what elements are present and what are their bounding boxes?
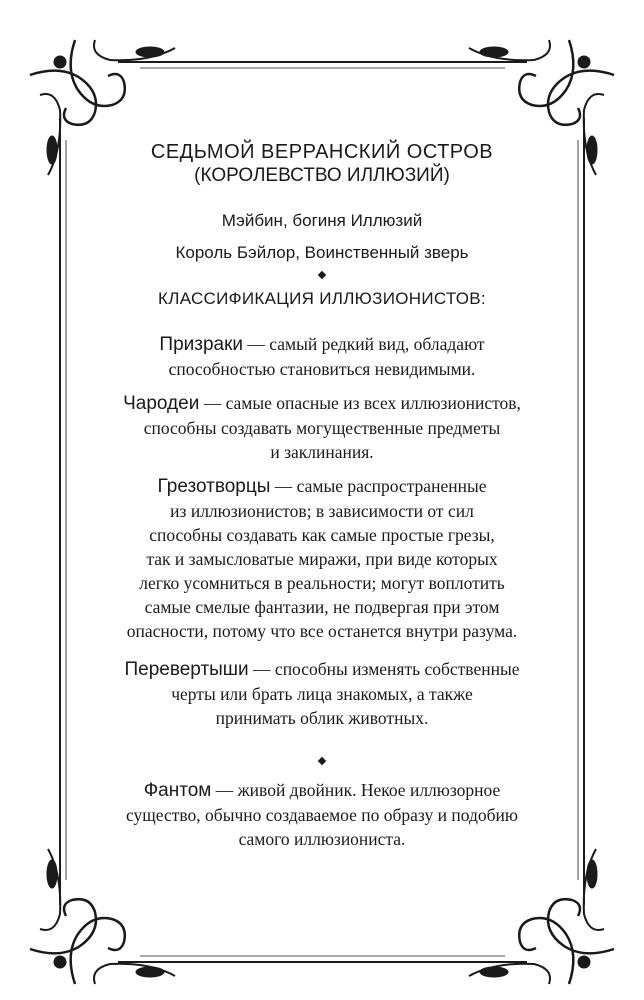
- entry-text-line: самого иллюзиониста.: [238, 829, 406, 849]
- entry-text-line: опасности, потому что все останется внутри разума.: [126, 621, 518, 641]
- deity-line-1: Мэйбин, богиня Иллюзий: [221, 211, 423, 230]
- entry-ghosts: [82, 332, 562, 381]
- corner-ornament-bottom-left: [30, 849, 175, 984]
- entry-term: Грезотворцы: [157, 476, 271, 497]
- entry-text-line: принимать облик животных.: [215, 708, 429, 728]
- entry-text-line: черты или брать лица знакомых, а также: [171, 684, 473, 704]
- entry-text-line: способны создавать могущественные предметы: [143, 418, 501, 438]
- deity-line-2: Король Бэйлор, Воинственный зверь: [175, 243, 469, 262]
- entry-text-line: способны создавать как самые простые грезы,: [149, 525, 495, 545]
- section-subtitle: (КОРОЛЕВСТВО ИЛЛЮЗИЙ): [194, 165, 450, 186]
- classification-heading: КЛАССИФИКАЦИЯ ИЛЛЮЗИОНИСТОВ:: [158, 289, 486, 308]
- entry-term: Перевертыши: [124, 659, 249, 680]
- entry-text-line: так и замысловатые миражи, при виде которых: [146, 549, 498, 569]
- entry-text-line: существо, обычно создаваемое по образу и подобию: [126, 805, 518, 825]
- diamond-divider-icon: [318, 757, 326, 765]
- entry-text-line: — самые опасные из всех иллюзионистов,: [199, 393, 521, 413]
- entry-shapeshifters: [82, 657, 562, 730]
- entry-term: Фантом: [143, 780, 212, 801]
- entry-text-line: самые смелые фантазии, не подвергая при этом: [144, 597, 500, 617]
- entry-sorcerers: [82, 391, 562, 464]
- section-title: СЕДЬМОЙ ВЕРРАНСКИЙ ОСТРОВ: [150, 141, 494, 163]
- page-content: [82, 140, 562, 851]
- entry-text-line: легко усомниться в реальности; могут воплотить: [139, 573, 505, 593]
- entry-dreamweavers: [82, 474, 562, 643]
- entry-text-line: способностью становиться невидимыми.: [168, 359, 476, 379]
- entry-term: Чародеи: [123, 393, 200, 414]
- entry-text-line: и заклинания.: [270, 442, 374, 462]
- entry-text-line: — способны изменять собственные: [248, 659, 520, 679]
- entry-term: Призраки: [159, 334, 244, 355]
- diamond-divider-icon: [318, 271, 326, 279]
- entry-text-line: из иллюзионистов; в зависимости от сил: [170, 501, 474, 521]
- entry-text-line: — самые распространенные: [270, 476, 487, 496]
- entry-phantom: [82, 778, 562, 851]
- entry-text-line: — живой двойник. Некое иллюзорное: [211, 780, 501, 800]
- entry-text-line: — самый редкий вид, обладают: [243, 334, 485, 354]
- corner-ornament-bottom-right: [469, 849, 614, 984]
